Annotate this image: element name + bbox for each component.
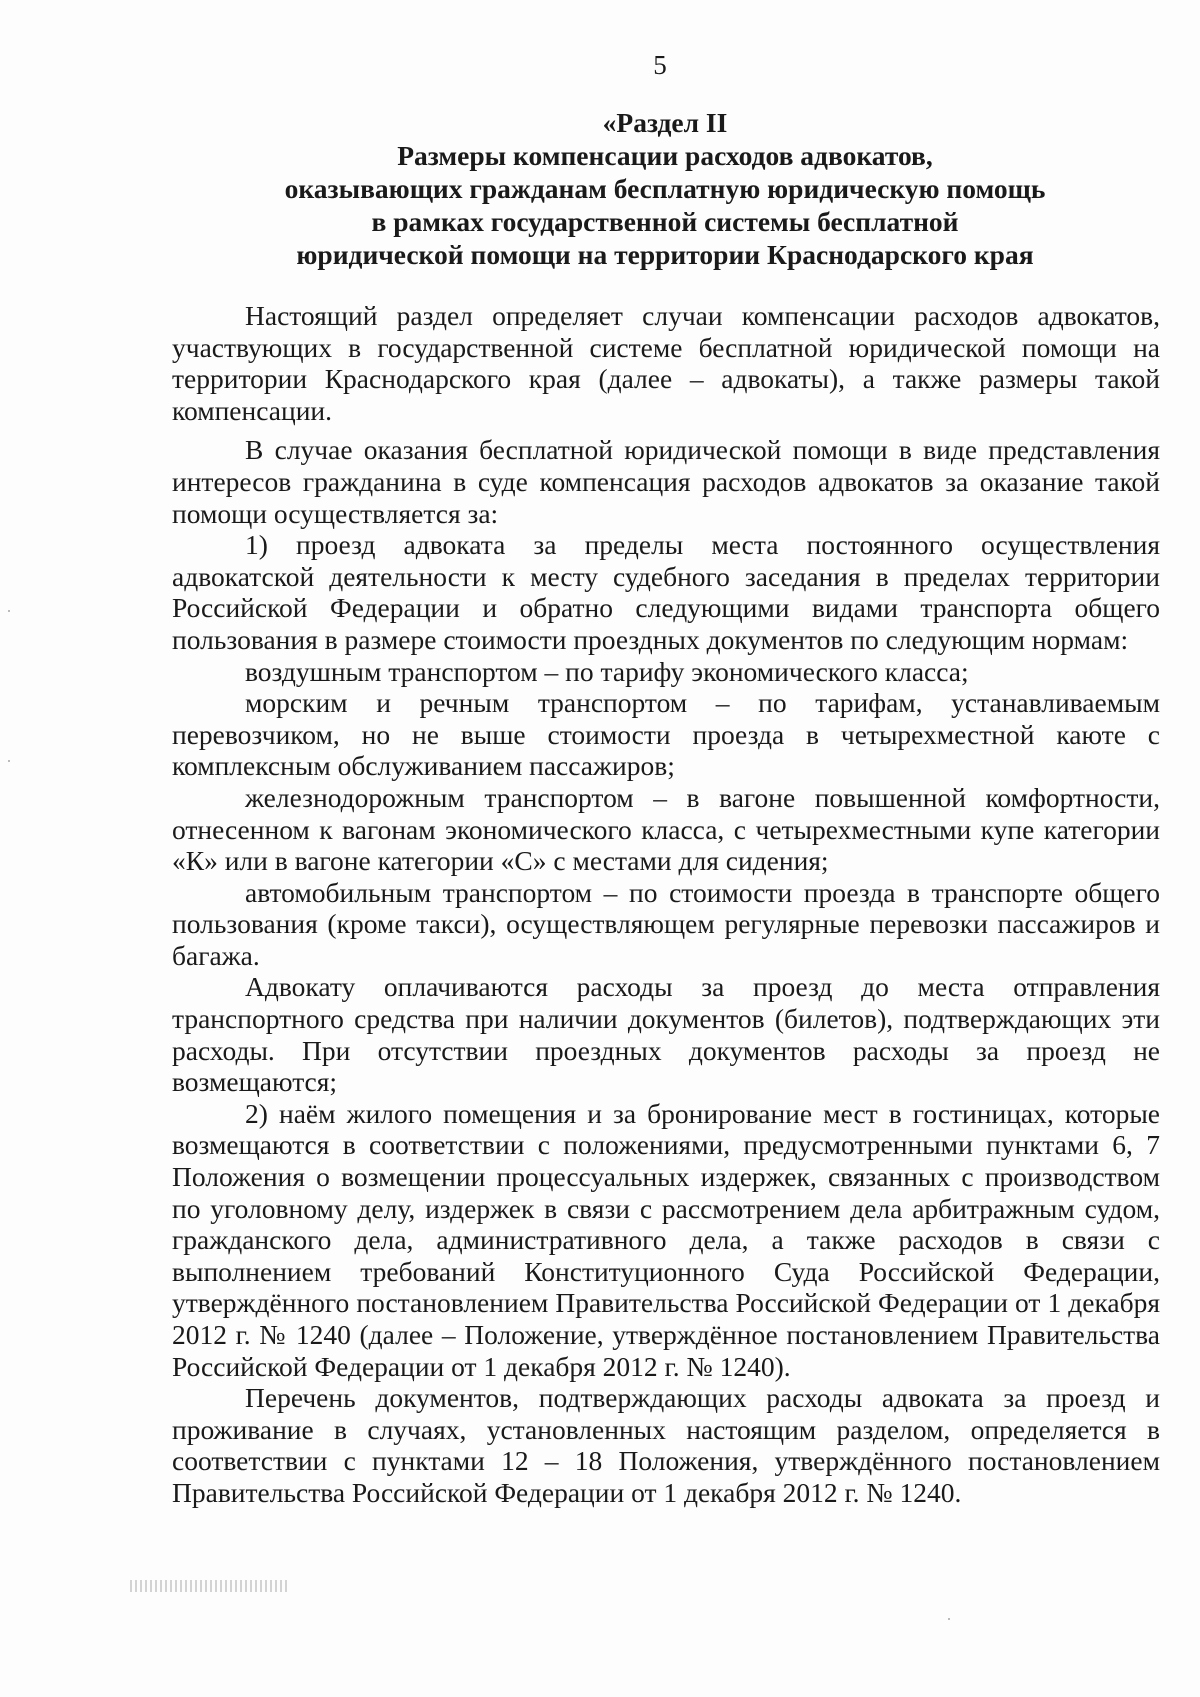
paragraph: морским и речным транспортом – по тарифам, устанавливаемым перевозчиком, но не выше стоимости проезда в четырехместной каюте с комплексным обслуживанием пассажиров; bbox=[172, 687, 1160, 782]
paragraph: В случае оказания бесплатной юридической помощи в виде представления интересов гражданина в суде компенсация расходов адвокатов за оказание такой помощи осуществляется за: bbox=[172, 434, 1160, 529]
paragraph: Перечень документов, подтверждающих расходы адвоката за проезд и проживание в случаях, установленных настоящим разделом, определяется в соответствии с пунктами 12 – 18 Положения, утверждённого постановлением Правительства Российской Федерации от 1 декабря 2012 г. № 1240. bbox=[172, 1382, 1160, 1508]
paragraph: автомобильным транспортом – по стоимости проезда в транспорте общего пользования (кроме такси), осуществляющем регулярные перевозки пассажиров и багажа. bbox=[172, 876, 1160, 971]
paragraph: железнодорожным транспортом – в вагоне повышенной комфортности, отнесенном к вагонам экономического класса, с четырехместными купе категории «К» или в вагоне категории «С» с местами для сидения; bbox=[172, 781, 1160, 877]
document-body bbox=[172, 300, 1160, 1509]
scan-artifact bbox=[8, 760, 10, 762]
paragraph: 1) проезд адвоката за пределы места постоянного осуществления адвокатской деятельности к месту судебного заседания в пределах территории Российской Федерации и обратно следующими видами транспорта общего пользования в размере стоимости проездных документов по следующим нормам: bbox=[172, 529, 1160, 655]
page-number: 5 bbox=[653, 50, 667, 80]
paragraph: Адвокату оплачиваются расходы за проезд до места отправления транспортного средства при наличии документов (билетов), подтверждающих эти расходы. При отсутствии проездных документов расходы за проезд не возмещаются; bbox=[172, 971, 1160, 1098]
scan-artifact bbox=[130, 1580, 290, 1592]
paragraph: 2) наём жилого помещения и за бронирование мест в гостиницах, которые возмещаются в соответствии с положениями, предусмотренными пунктами 6, 7 Положения о возмещении процессуальных издержек, связанных с производством по уголовному делу, издержек в связи с рассмотрением дела арбитражным судом, гражданского дела, административного дела, а также расходов в связи с выполнением требований Конституционного Суда Российской Федерации, утверждённого постановлением Правительства Российской Федерации от 1 декабря 2012 г. № 1240 (далее – Положение, утверждённое постановлением Правительства Российской Федерации от 1 декабря 2012 г. № 1240). bbox=[172, 1097, 1160, 1382]
heading-line: юридической помощи на территории Краснодарского края bbox=[296, 239, 1034, 270]
section-heading bbox=[170, 106, 1160, 271]
heading-line: «Раздел II bbox=[602, 107, 728, 138]
paragraph: воздушным транспортом – по тарифу экономического класса; bbox=[245, 655, 969, 687]
heading-line: оказывающих гражданам бесплатную юридическую помощь bbox=[284, 173, 1046, 204]
paragraph: Настоящий раздел определяет случаи компенсации расходов адвокатов, участвующих в государственной системе бесплатной юридической помощи на территории Краснодарского края (далее – адвокаты), а также размеры такой компенсации. bbox=[172, 300, 1160, 426]
scan-artifact bbox=[8, 610, 10, 612]
scan-artifact bbox=[948, 1618, 950, 1620]
heading-line: Размеры компенсации расходов адвокатов, bbox=[397, 140, 933, 171]
heading-line: в рамках государственной системы бесплатной bbox=[371, 206, 959, 237]
